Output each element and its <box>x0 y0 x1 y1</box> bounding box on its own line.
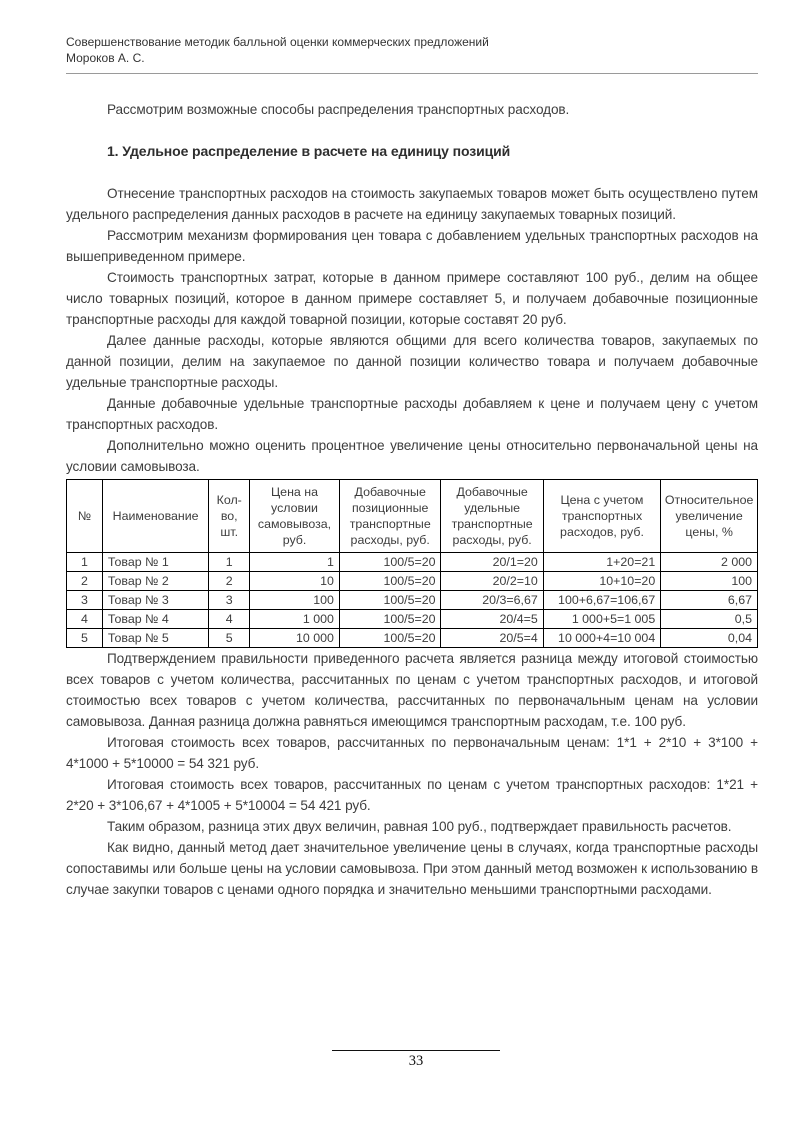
table-cell: 2 <box>67 572 103 591</box>
table-cell: 1 <box>250 553 340 572</box>
table-cell: 6,67 <box>661 591 758 610</box>
footer-divider <box>332 1050 500 1051</box>
table-cell: 4 <box>67 610 103 629</box>
table-cell: 2 <box>209 572 250 591</box>
paragraph: Итоговая стоимость всех товаров, рассчитанных по ценам с учетом транспортных расходов: 1*21 + 2*20 + 3*106,67 + 4*1005 + 5*10004 = 54 421 руб. <box>66 777 758 813</box>
paragraph: Далее данные расходы, которые являются общими для всего количества товаров, закупаемых по данной позиции, делим на закупаемое по данной позиции количество товара и получаем добавочные удельные транспортные расходы. <box>66 333 758 390</box>
table-cell: 3 <box>209 591 250 610</box>
table-cell: Товар № 5 <box>102 629 208 648</box>
paragraph: Данные добавочные удельные транспортные расходы добавляем к цене и получаем цену с учетом транспортных расходов. <box>66 396 758 432</box>
paragraph: Подтверждением правильности приведенного расчета является разница между итоговой стоимостью всех товаров с учетом количества, рассчитанных по ценам с учетом транспортных расходов, и итоговой стоимостью всех товаров с учетом количества, рассчитанных по первоначальным ценам на условии самовывоза. Данная разница должна равняться имеющимся транспортным расходам, т.е. 100 руб. <box>66 651 758 729</box>
table-header-cell: Добавочные удельные транспортные расходы, руб. <box>441 480 543 553</box>
table-cell: 100/5=20 <box>339 629 441 648</box>
table-header-cell: Цена на условии самовывоза, руб. <box>250 480 340 553</box>
running-header-author: Мороков А. С. <box>66 51 145 65</box>
table-cell: 20/5=4 <box>441 629 543 648</box>
running-header-title: Совершенствование методик балльной оценки коммерческих предложений <box>66 35 489 49</box>
table-header-cell: Наименование <box>102 480 208 553</box>
table-cell: Товар № 4 <box>102 610 208 629</box>
table-header-cell: Добавочные позиционные транспортные расходы, руб. <box>339 480 441 553</box>
table-header-cell: № <box>67 480 103 553</box>
table-cell: 10 000 <box>250 629 340 648</box>
table-cell: 20/1=20 <box>441 553 543 572</box>
table-cell: 1 <box>209 553 250 572</box>
table-cell: 3 <box>67 591 103 610</box>
table-cell: 1+20=21 <box>543 553 660 572</box>
table-cell: 100/5=20 <box>339 591 441 610</box>
table-header-cell: Относительное увеличение цены, % <box>661 480 758 553</box>
table-cell: 20/3=6,67 <box>441 591 543 610</box>
table-body <box>67 553 758 648</box>
table-row <box>67 591 758 610</box>
table-cell: 5 <box>67 629 103 648</box>
table-cell: Товар № 3 <box>102 591 208 610</box>
table-cell: 1 000+5=1 005 <box>543 610 660 629</box>
table-cell: 5 <box>209 629 250 648</box>
table-cell: 0,5 <box>661 610 758 629</box>
page-footer <box>332 1050 500 1070</box>
table-cell: 100+6,67=106,67 <box>543 591 660 610</box>
table-row <box>67 629 758 648</box>
section-heading: 1. Удельное распределение в расчете на единицу позиций <box>107 143 511 159</box>
table-cell: 100/5=20 <box>339 610 441 629</box>
header-divider <box>66 73 758 74</box>
table-cell: 2 000 <box>661 553 758 572</box>
table-cell: Товар № 1 <box>102 553 208 572</box>
table-header-cell: Цена с учетом транспортных расходов, руб. <box>543 480 660 553</box>
page-body <box>66 99 758 900</box>
table-cell: 100/5=20 <box>339 553 441 572</box>
table-cell: 10 <box>250 572 340 591</box>
paragraph: Стоимость транспортных затрат, которые в данном примере составляют 100 руб., делим на общее число товарных позиций, которое в данном примере составляет 5, и получаем добавочные позиционные транспортные расходы для каждой товарной позиции, которые составят 20 руб. <box>66 270 758 327</box>
table-header-cell: Кол-во, шт. <box>209 480 250 553</box>
table-cell: 1 000 <box>250 610 340 629</box>
table-cell: 10+10=20 <box>543 572 660 591</box>
table-cell: Товар № 2 <box>102 572 208 591</box>
table-header-row <box>67 480 758 553</box>
running-header <box>66 34 758 74</box>
paragraph: Дополнительно можно оценить процентное увеличение цены относительно первоначальной цены на условии самовывоза. <box>66 438 758 474</box>
table-row <box>67 610 758 629</box>
table-cell: 100 <box>661 572 758 591</box>
table-cell: 4 <box>209 610 250 629</box>
paragraph: Как видно, данный метод дает значительное увеличение цены в случаях, когда транспортные расходы сопоставимы или больше цены на условии самовывоза. При этом данный метод возможен к использованию в случае закупки товаров с ценами одного порядка и значительно меньшими транспортными расходами. <box>66 840 758 897</box>
table-cell: 20/2=10 <box>441 572 543 591</box>
paragraph: Итоговая стоимость всех товаров, рассчитанных по первоначальным ценам: 1*1 + 2*10 + 3*100 + 4*1000 + 5*10000 = 54 321 руб. <box>66 735 758 771</box>
paragraph: Отнесение транспортных расходов на стоимость закупаемых товаров может быть осуществлено путем удельного распределения данных расходов в расчете на единицу закупаемых товарных позиций. <box>66 186 758 222</box>
intro-paragraph: Рассмотрим возможные способы распределения транспортных расходов. <box>107 102 570 117</box>
table-cell: 0,04 <box>661 629 758 648</box>
paragraph: Таким образом, разница этих двух величин, равная 100 руб., подтверждает правильность расчетов. <box>107 819 732 834</box>
table-cell: 20/4=5 <box>441 610 543 629</box>
table-cell: 100 <box>250 591 340 610</box>
table-row <box>67 553 758 572</box>
table-cell: 1 <box>67 553 103 572</box>
table-cell: 100/5=20 <box>339 572 441 591</box>
page-number: 33 <box>408 1053 424 1069</box>
table-cell: 10 000+4=10 004 <box>543 629 660 648</box>
table-row <box>67 572 758 591</box>
paragraph: Рассмотрим механизм формирования цен товара с добавлением удельных транспортных расходов на вышеприведенном примере. <box>66 228 758 264</box>
cost-allocation-table <box>66 479 758 648</box>
